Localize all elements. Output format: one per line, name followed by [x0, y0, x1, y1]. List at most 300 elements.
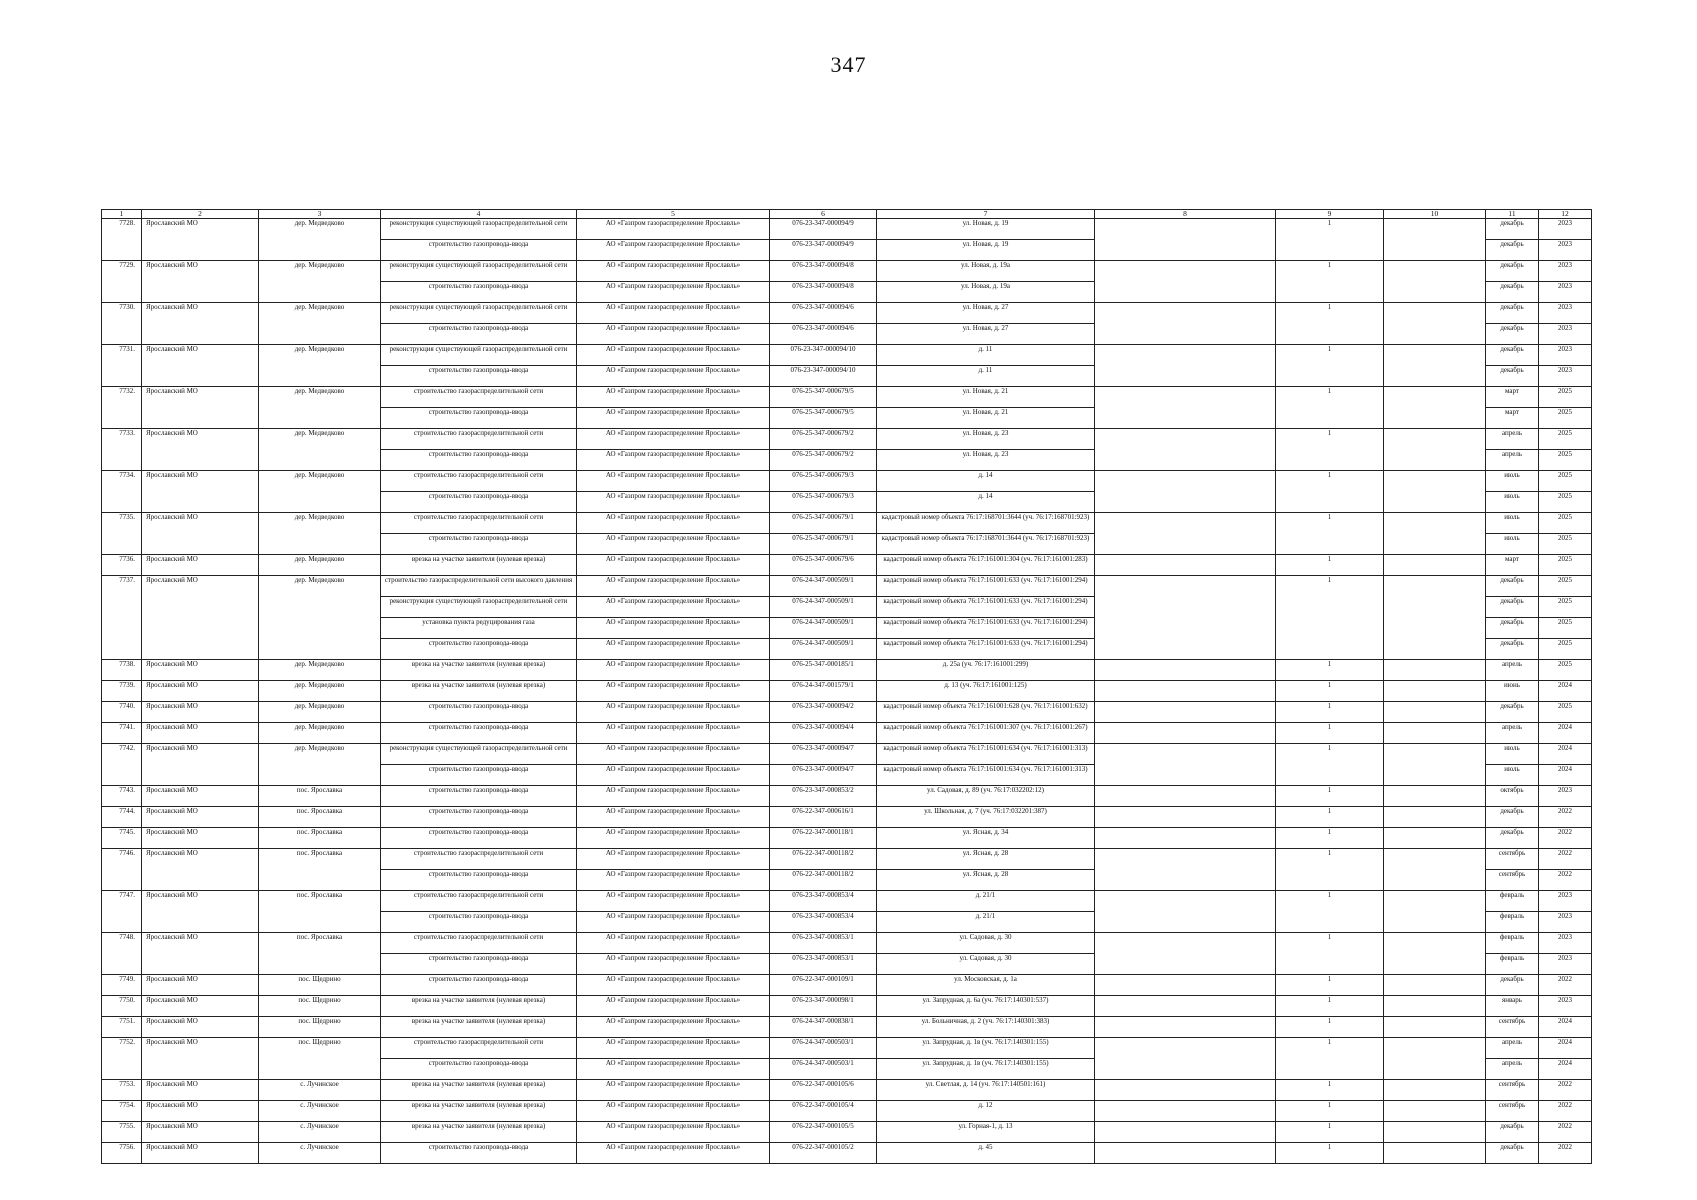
table-cell: кадастровый номер объекта 76:17:161001:307 (уч. 76:17:161001:267): [877, 723, 1095, 744]
table-cell: 076-23-347-000094/6: [770, 324, 877, 345]
table-cell: 076-25-347-000679/3: [770, 471, 877, 492]
table-cell: дер. Медведково: [259, 345, 381, 387]
table-cell: Ярославский МО: [142, 471, 259, 513]
table-cell: февраль: [1486, 891, 1539, 912]
table-cell: 076-23-347-000853/4: [770, 912, 877, 933]
table-cell: 2023: [1539, 282, 1592, 303]
table-cell: пос. Ярославка: [259, 807, 381, 828]
table-cell: [1095, 429, 1276, 471]
col-header: 11: [1486, 210, 1539, 219]
table-cell: Ярославский МО: [142, 660, 259, 681]
table-cell: с. Лучинское: [259, 1143, 381, 1164]
table-cell: АО «Газпром газораспределение Ярославль»: [577, 1059, 770, 1080]
table-cell: [1095, 1038, 1276, 1080]
table-cell: [1384, 345, 1486, 387]
table-cell: дер. Медведково: [259, 702, 381, 723]
table-cell: АО «Газпром газораспределение Ярославль»: [577, 534, 770, 555]
table-cell: ул. Новая, д. 21: [877, 408, 1095, 429]
table-cell: [1384, 891, 1486, 933]
table-cell: дер. Медведково: [259, 681, 381, 702]
table-cell: строительство газопровода-ввода: [381, 723, 577, 744]
table-cell: 076-23-347-000094/2: [770, 702, 877, 723]
table-cell: строительство газопровода-ввода: [381, 702, 577, 723]
table-cell: Ярославский МО: [142, 996, 259, 1017]
table-cell: д. 12: [877, 1101, 1095, 1122]
table-cell: 2025: [1539, 660, 1592, 681]
table-cell: врезка на участке заявителя (нулевая врезка): [381, 1017, 577, 1038]
table-cell: д. 21/1: [877, 912, 1095, 933]
table-cell: врезка на участке заявителя (нулевая врезка): [381, 1101, 577, 1122]
table-cell: [1384, 786, 1486, 807]
table-cell: [1095, 828, 1276, 849]
table-cell: АО «Газпром газораспределение Ярославль»: [577, 1017, 770, 1038]
col-header: 9: [1276, 210, 1384, 219]
table-cell: кадастровый номер объекта 76:17:161001:628 (уч. 76:17:161001:632): [877, 702, 1095, 723]
table-cell: Ярославский МО: [142, 1080, 259, 1101]
table-cell: 076-22-347-000616/1: [770, 807, 877, 828]
table-cell: Ярославский МО: [142, 849, 259, 891]
table-cell: ул. Больничная, д. 2 (уч. 76:17:140301:383): [877, 1017, 1095, 1038]
table-container: [101, 209, 1591, 1164]
table-cell: 1: [1276, 975, 1384, 996]
table-cell: 076-24-347-000503/1: [770, 1059, 877, 1080]
table-cell: [1384, 723, 1486, 744]
table-cell: 076-23-347-000853/2: [770, 786, 877, 807]
table-cell: кадастровый номер объекта 76:17:161001:304 (уч. 76:17:161001:283): [877, 555, 1095, 576]
table-cell: Ярославский МО: [142, 387, 259, 429]
table-cell: строительство газопровода-ввода: [381, 324, 577, 345]
table-cell: [1384, 1038, 1486, 1080]
table-cell: строительство газораспределительной сети: [381, 387, 577, 408]
table-cell: 1: [1276, 933, 1384, 975]
table-cell: 7744.: [102, 807, 142, 828]
table-cell: строительство газопровода-ввода: [381, 534, 577, 555]
table-cell: д. 13 (уч. 76:17:161001:125): [877, 681, 1095, 702]
table-cell: АО «Газпром газораспределение Ярославль»: [577, 639, 770, 660]
table-cell: 2023: [1539, 786, 1592, 807]
table-cell: 076-24-347-000509/1: [770, 639, 877, 660]
table-cell: 2024: [1539, 1059, 1592, 1080]
table-cell: декабрь: [1486, 261, 1539, 282]
table-cell: 7729.: [102, 261, 142, 303]
table-cell: 7735.: [102, 513, 142, 555]
table-cell: 2024: [1539, 723, 1592, 744]
table-cell: 076-25-347-000679/5: [770, 408, 877, 429]
table-cell: дер. Медведково: [259, 513, 381, 555]
table-cell: строительство газопровода-ввода: [381, 807, 577, 828]
table-cell: 1: [1276, 261, 1384, 303]
table-cell: 2025: [1539, 492, 1592, 513]
table-cell: ул. Новая, д. 27: [877, 303, 1095, 324]
table-cell: ул. Ясная, д. 34: [877, 828, 1095, 849]
table-cell: 7741.: [102, 723, 142, 744]
table-cell: 2023: [1539, 366, 1592, 387]
table-cell: 1: [1276, 1080, 1384, 1101]
table-cell: Ярославский МО: [142, 1038, 259, 1080]
table-cell: АО «Газпром газораспределение Ярославль»: [577, 408, 770, 429]
table-cell: Ярославский МО: [142, 345, 259, 387]
table-cell: [1384, 471, 1486, 513]
table-cell: [1095, 219, 1276, 261]
table-cell: 076-24-347-000509/1: [770, 576, 877, 597]
table-cell: 2022: [1539, 807, 1592, 828]
table-cell: ул. Садовая, д. 30: [877, 933, 1095, 954]
table-cell: Ярославский МО: [142, 702, 259, 723]
table-cell: 7752.: [102, 1038, 142, 1080]
table-cell: дер. Медведково: [259, 471, 381, 513]
table-cell: 1: [1276, 555, 1384, 576]
table-cell: 2022: [1539, 849, 1592, 870]
table-cell: 2025: [1539, 702, 1592, 723]
col-header: 12: [1539, 210, 1592, 219]
table-cell: кадастровый номер объекта 76:17:168701:3644 (уч. 76:17:168701:923): [877, 534, 1095, 555]
table-cell: [1095, 387, 1276, 429]
table-cell: АО «Газпром газораспределение Ярославль»: [577, 387, 770, 408]
table-cell: АО «Газпром газораспределение Ярославль»: [577, 324, 770, 345]
table-cell: ул. Запрудная, д. 6а (уч. 76:17:140301:537): [877, 996, 1095, 1017]
table-cell: Ярославский МО: [142, 723, 259, 744]
table-cell: 7736.: [102, 555, 142, 576]
table-row: [102, 345, 1592, 366]
table-cell: 076-23-347-000098/1: [770, 996, 877, 1017]
table-cell: АО «Газпром газораспределение Ярославль»: [577, 954, 770, 975]
table-cell: 076-25-347-000679/2: [770, 429, 877, 450]
table-cell: АО «Газпром газораспределение Ярославль»: [577, 891, 770, 912]
table-cell: [1095, 1101, 1276, 1122]
table-cell: 1: [1276, 1101, 1384, 1122]
table-row: [102, 1080, 1592, 1101]
table-cell: [1095, 786, 1276, 807]
table-cell: 7750.: [102, 996, 142, 1017]
table-cell: 7737.: [102, 576, 142, 660]
table-cell: ул. Новая, д. 19а: [877, 282, 1095, 303]
table-cell: Ярославский МО: [142, 555, 259, 576]
table-cell: строительство газопровода-ввода: [381, 765, 577, 786]
table-cell: строительство газораспределительной сети: [381, 891, 577, 912]
table-cell: 7755.: [102, 1122, 142, 1143]
table-cell: 076-24-347-000509/1: [770, 618, 877, 639]
table-cell: 2023: [1539, 261, 1592, 282]
table-cell: 2025: [1539, 618, 1592, 639]
table-cell: строительство газораспределительной сети: [381, 849, 577, 870]
table-cell: ул. Горная-1, д. 13: [877, 1122, 1095, 1143]
table-cell: 1: [1276, 345, 1384, 387]
table-cell: 1: [1276, 1017, 1384, 1038]
table-cell: дер. Медведково: [259, 723, 381, 744]
table-cell: реконструкция существующей газораспределительной сети: [381, 597, 577, 618]
table-cell: дер. Медведково: [259, 744, 381, 786]
table-row: [102, 933, 1592, 954]
table-cell: [1095, 681, 1276, 702]
table-cell: ул. Московская, д. 1а: [877, 975, 1095, 996]
table-cell: АО «Газпром газораспределение Ярославль»: [577, 744, 770, 765]
table-row: [102, 1017, 1592, 1038]
table-cell: АО «Газпром газораспределение Ярославль»: [577, 450, 770, 471]
table-cell: [1095, 975, 1276, 996]
table-cell: 7747.: [102, 891, 142, 933]
table-cell: 076-22-347-000118/2: [770, 870, 877, 891]
table-cell: июнь: [1486, 681, 1539, 702]
table-cell: 2025: [1539, 534, 1592, 555]
table-cell: февраль: [1486, 933, 1539, 954]
table-cell: [1384, 1080, 1486, 1101]
table-cell: [1095, 345, 1276, 387]
table-cell: июль: [1486, 744, 1539, 765]
table-cell: реконструкция существующей газораспределительной сети: [381, 345, 577, 366]
table-cell: 2024: [1539, 1017, 1592, 1038]
table-cell: АО «Газпром газораспределение Ярославль»: [577, 807, 770, 828]
table-cell: 076-24-347-001579/1: [770, 681, 877, 702]
table-cell: 7754.: [102, 1101, 142, 1122]
table-cell: [1384, 261, 1486, 303]
table-cell: сентябрь: [1486, 870, 1539, 891]
table-cell: 7751.: [102, 1017, 142, 1038]
table-cell: пос. Ярославка: [259, 891, 381, 933]
table-cell: 076-24-347-000509/1: [770, 597, 877, 618]
table-cell: 7742.: [102, 744, 142, 786]
table-cell: 7743.: [102, 786, 142, 807]
table-cell: [1095, 576, 1276, 660]
table-cell: Ярославский МО: [142, 807, 259, 828]
table-cell: [1095, 849, 1276, 891]
table-cell: 2023: [1539, 996, 1592, 1017]
table-cell: 1: [1276, 219, 1384, 261]
table-cell: АО «Газпром газораспределение Ярославль»: [577, 786, 770, 807]
table-cell: [1095, 1017, 1276, 1038]
table-row: [102, 702, 1592, 723]
table-cell: [1095, 261, 1276, 303]
table-cell: АО «Газпром газораспределение Ярославль»: [577, 933, 770, 954]
table-row: [102, 807, 1592, 828]
table-cell: врезка на участке заявителя (нулевая врезка): [381, 1080, 577, 1101]
table-cell: 2023: [1539, 219, 1592, 240]
table-cell: 1: [1276, 786, 1384, 807]
table-cell: 7738.: [102, 660, 142, 681]
table-cell: март: [1486, 555, 1539, 576]
table-row: [102, 681, 1592, 702]
table-cell: ул. Ясная, д. 28: [877, 849, 1095, 870]
table-cell: АО «Газпром газораспределение Ярославль»: [577, 471, 770, 492]
col-header: 3: [259, 210, 381, 219]
table-cell: д. 14: [877, 492, 1095, 513]
table-cell: АО «Газпром газораспределение Ярославль»: [577, 618, 770, 639]
table-cell: декабрь: [1486, 1122, 1539, 1143]
table-cell: 076-22-347-000105/4: [770, 1101, 877, 1122]
gasification-table: [101, 209, 1592, 1164]
table-cell: [1095, 555, 1276, 576]
table-cell: кадастровый номер объекта 76:17:161001:633 (уч. 76:17:161001:294): [877, 639, 1095, 660]
table-cell: 2025: [1539, 597, 1592, 618]
table-cell: строительство газопровода-ввода: [381, 366, 577, 387]
table-cell: реконструкция существующей газораспределительной сети: [381, 261, 577, 282]
table-cell: дер. Медведково: [259, 555, 381, 576]
table-cell: 1: [1276, 513, 1384, 555]
col-header: 6: [770, 210, 877, 219]
col-header: 7: [877, 210, 1095, 219]
table-cell: АО «Газпром газораспределение Ярославль»: [577, 723, 770, 744]
table-cell: АО «Газпром газораспределение Ярославль»: [577, 765, 770, 786]
table-cell: Ярославский МО: [142, 786, 259, 807]
table-cell: [1384, 387, 1486, 429]
table-cell: Ярославский МО: [142, 576, 259, 660]
table-cell: АО «Газпром газораспределение Ярославль»: [577, 513, 770, 534]
table-cell: [1095, 660, 1276, 681]
table-cell: 7756.: [102, 1143, 142, 1164]
table-cell: 7749.: [102, 975, 142, 996]
table-cell: д. 25а (уч. 76:17:161001:299): [877, 660, 1095, 681]
table-row: [102, 1038, 1592, 1059]
table-cell: Ярославский МО: [142, 681, 259, 702]
table-cell: 076-23-347-000094/10: [770, 366, 877, 387]
table-cell: [1384, 996, 1486, 1017]
table-cell: [1384, 1122, 1486, 1143]
table-cell: 1: [1276, 996, 1384, 1017]
table-cell: 2024: [1539, 765, 1592, 786]
table-cell: 076-25-347-000679/5: [770, 387, 877, 408]
table-cell: ул. Светлая, д. 14 (уч. 76:17:140501:161): [877, 1080, 1095, 1101]
table-cell: декабрь: [1486, 219, 1539, 240]
table-cell: 076-22-347-000109/1: [770, 975, 877, 996]
table-cell: пос. Ярославка: [259, 849, 381, 891]
table-cell: АО «Газпром газораспределение Ярославль»: [577, 828, 770, 849]
table-cell: 2023: [1539, 933, 1592, 954]
table-cell: декабрь: [1486, 282, 1539, 303]
table-cell: март: [1486, 387, 1539, 408]
table-cell: декабрь: [1486, 345, 1539, 366]
table-cell: [1384, 849, 1486, 891]
table-row: [102, 660, 1592, 681]
table-cell: [1384, 303, 1486, 345]
table-cell: декабрь: [1486, 366, 1539, 387]
table-cell: д. 11: [877, 345, 1095, 366]
table-cell: 076-24-347-000838/1: [770, 1017, 877, 1038]
table-cell: кадастровый номер объекта 76:17:161001:634 (уч. 76:17:161001:313): [877, 765, 1095, 786]
table-cell: 076-23-347-000094/8: [770, 261, 877, 282]
table-cell: АО «Газпром газораспределение Ярославль»: [577, 870, 770, 891]
table-row: [102, 849, 1592, 870]
table-row: [102, 1143, 1592, 1164]
table-cell: [1384, 681, 1486, 702]
table-cell: АО «Газпром газораспределение Ярославль»: [577, 240, 770, 261]
table-cell: кадастровый номер объекта 76:17:161001:633 (уч. 76:17:161001:294): [877, 597, 1095, 618]
table-cell: АО «Газпром газораспределение Ярославль»: [577, 492, 770, 513]
table-cell: [1384, 660, 1486, 681]
table-cell: [1095, 744, 1276, 786]
table-cell: ул. Новая, д. 19: [877, 219, 1095, 240]
table-cell: июль: [1486, 765, 1539, 786]
table-cell: строительство газопровода-ввода: [381, 450, 577, 471]
table-cell: 2023: [1539, 954, 1592, 975]
table-cell: АО «Газпром газораспределение Ярославль»: [577, 660, 770, 681]
table-cell: 2025: [1539, 576, 1592, 597]
table-cell: 076-25-347-000679/1: [770, 513, 877, 534]
table-cell: [1384, 219, 1486, 261]
table-cell: АО «Газпром газораспределение Ярославль»: [577, 849, 770, 870]
table-cell: Ярославский МО: [142, 1101, 259, 1122]
table-cell: АО «Газпром газораспределение Ярославль»: [577, 597, 770, 618]
table-cell: [1384, 828, 1486, 849]
table-cell: дер. Медведково: [259, 219, 381, 261]
table-cell: врезка на участке заявителя (нулевая врезка): [381, 555, 577, 576]
table-cell: 076-22-347-000118/1: [770, 828, 877, 849]
table-cell: декабрь: [1486, 240, 1539, 261]
table-cell: июль: [1486, 534, 1539, 555]
table-cell: Ярославский МО: [142, 261, 259, 303]
table-cell: 2025: [1539, 408, 1592, 429]
table-cell: [1095, 1143, 1276, 1164]
table-cell: декабрь: [1486, 807, 1539, 828]
table-cell: декабрь: [1486, 324, 1539, 345]
table-cell: дер. Медведково: [259, 576, 381, 660]
table-cell: Ярославский МО: [142, 303, 259, 345]
table-cell: 076-25-347-000185/1: [770, 660, 877, 681]
table-cell: [1095, 723, 1276, 744]
table-cell: Ярославский МО: [142, 1017, 259, 1038]
table-cell: 2024: [1539, 744, 1592, 765]
table-cell: [1384, 555, 1486, 576]
table-row: [102, 723, 1592, 744]
table-cell: пос. Ярославка: [259, 828, 381, 849]
table-cell: дер. Медведково: [259, 429, 381, 471]
table-cell: 076-23-347-000853/1: [770, 954, 877, 975]
table-cell: врезка на участке заявителя (нулевая врезка): [381, 1122, 577, 1143]
table-cell: 076-25-347-000679/3: [770, 492, 877, 513]
table-cell: АО «Газпром газораспределение Ярославль»: [577, 912, 770, 933]
table-cell: [1384, 576, 1486, 660]
table-cell: дер. Медведково: [259, 660, 381, 681]
table-cell: строительство газопровода-ввода: [381, 954, 577, 975]
table-cell: сентябрь: [1486, 1017, 1539, 1038]
table-cell: АО «Газпром газораспределение Ярославль»: [577, 702, 770, 723]
table-cell: 1: [1276, 723, 1384, 744]
table-cell: АО «Газпром газораспределение Ярославль»: [577, 576, 770, 597]
table-cell: 2025: [1539, 555, 1592, 576]
table-cell: строительство газопровода-ввода: [381, 828, 577, 849]
table-cell: строительство газораспределительной сети: [381, 471, 577, 492]
table-cell: 7733.: [102, 429, 142, 471]
table-cell: ул. Новая, д. 27: [877, 324, 1095, 345]
table-cell: пос. Щедрино: [259, 1017, 381, 1038]
table-row: [102, 261, 1592, 282]
table-cell: 1: [1276, 891, 1384, 933]
table-cell: 076-22-347-000105/5: [770, 1122, 877, 1143]
table-cell: АО «Газпром газораспределение Ярославль»: [577, 681, 770, 702]
table-row: [102, 786, 1592, 807]
table-cell: апрель: [1486, 450, 1539, 471]
table-cell: апрель: [1486, 429, 1539, 450]
table-cell: 2023: [1539, 345, 1592, 366]
table-cell: 2022: [1539, 1101, 1592, 1122]
table-cell: 2023: [1539, 912, 1592, 933]
table-cell: АО «Газпром газораспределение Ярославль»: [577, 975, 770, 996]
table-row: [102, 975, 1592, 996]
table-cell: 076-24-347-000503/1: [770, 1038, 877, 1059]
table-cell: Ярославский МО: [142, 219, 259, 261]
table-cell: 1: [1276, 744, 1384, 786]
table-cell: ул. Новая, д. 19а: [877, 261, 1095, 282]
table-cell: [1095, 933, 1276, 975]
table-row: [102, 471, 1592, 492]
table-cell: 076-23-347-000094/10: [770, 345, 877, 366]
table-cell: с. Лучинское: [259, 1080, 381, 1101]
table-cell: 1: [1276, 1038, 1384, 1080]
table-cell: АО «Газпром газораспределение Ярославль»: [577, 282, 770, 303]
table-cell: АО «Газпром газораспределение Ярославль»: [577, 1101, 770, 1122]
table-cell: [1384, 429, 1486, 471]
table-cell: ул. Ясная, д. 28: [877, 870, 1095, 891]
table-cell: 076-23-347-000094/6: [770, 303, 877, 324]
table-cell: 7734.: [102, 471, 142, 513]
